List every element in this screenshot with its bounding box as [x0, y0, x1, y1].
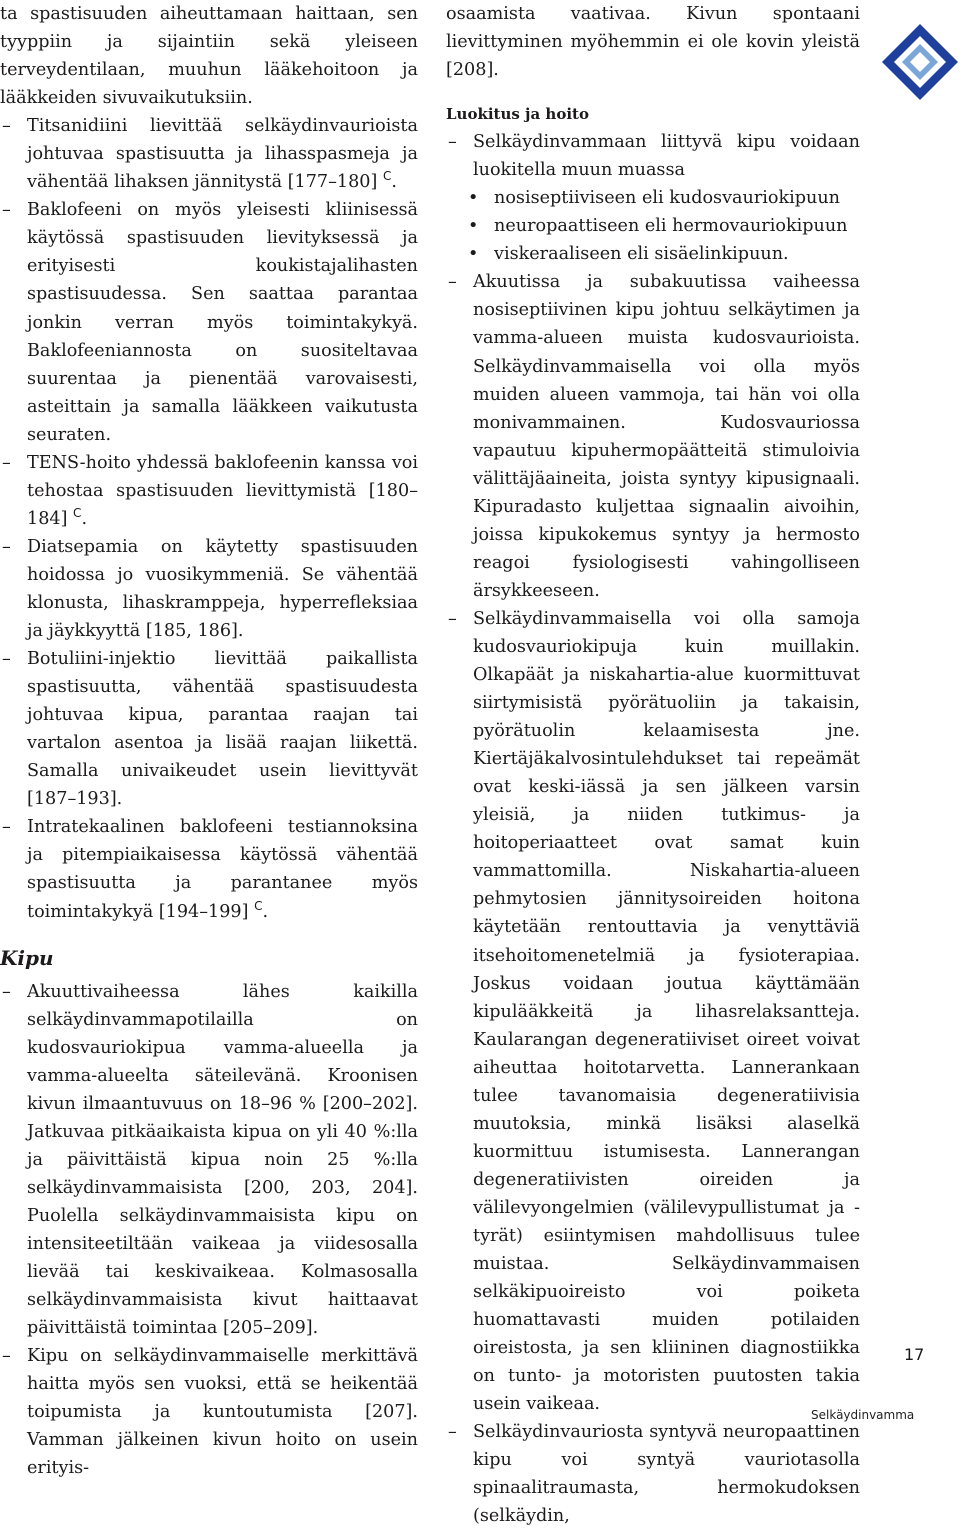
- dash-bullet: –: [2, 649, 11, 670]
- list-item: [0, 196, 418, 448]
- item-text: Selkäydinvauriosta syntyvä neuropaattinen kipu voi syntyä vauriotasolla spinaalitraumasta, hermokudoksen (selkäydin,: [473, 1422, 860, 1527]
- item-text: Titsanidiini lievittää selkäydinvaurioista johtuvaa spastisuutta ja lihasspasmeja ja vähentää lihaksen jännitystä [177–180]: [27, 116, 418, 193]
- bullet-text: nosiseptiiviseen eli kudosvauriokipuun: [494, 188, 841, 209]
- item-text: Baklofeeni on myös yleisesti kliinisessä käytössä spastisuuden lievityksessä ja erityisesti koukistajalihasten spastisuudessa. Sen saattaa parantaa jonkin verran myös toimintakykyä. Baklofeeniannosta on suositeltavaa suurentaa ja pienentää varovaisesti, asteittain ja samalla lääkkeen vaikutusta seuraten.: [27, 200, 418, 445]
- evidence-grade: C: [254, 898, 263, 913]
- list-item: [446, 268, 860, 605]
- dash-bullet: –: [448, 608, 457, 629]
- list-item: [446, 605, 860, 1418]
- dash-bullet: –: [2, 981, 11, 1002]
- bullet-text: viskeraaliseen eli sisäelinkipuun.: [494, 244, 789, 265]
- right-column: [446, 0, 860, 1530]
- item-text: Selkäydinvammaisella voi olla samoja kudosvauriokipuja kuin muillakin. Olkapäät ja niskahartia-alue kuormittuvat siirtymisistä pyörätuoliin ja takaisin, pyörätuolin kelaamisesta jne. Kiertäjäkalvosintulehdukset tai repeämät ovat keski-iässä ja sen jälkeen varsin yleisiä, ja niiden tutkimus- ja hoitoperiaatteet ovat samat kuin vammattomilla. Niskahartia-alueen pehmytosien jännitysoireiden hoitona käytetään rentouttavia ja venyttäviä itsehoitomenetelmiä ja fysioterapiaa. Joskus voidaan joutua käyttämään kipulääkkeitä ja lihasrelaksantteja. Kaularangan degeneratiiviset oireet voivat aiheuttaa hoitotarvetta. Lannerankaan tulee tavanomaisia degeneratiivisia muutoksia, minkä lisäksi alaselkä kuormittuu istumisesta. Lannerangan degeneratiivisten oireiden ja välilevyongelmien (välilevypullistumat ja -tyrät) esiintymisen mahdollisuus tulee muistaa. Selkäydinvammaisen selkäkipuoireisto voi poiketa huomattavasti muiden potilaiden oireistosta, ja sen kliininen diagnostiikka on tunto- ja motoristen puutosten takia usein vaikeaa.: [473, 608, 860, 1415]
- item-text: Intratekaalinen baklofeeni testiannoksina ja pitempiaikaisessa käytössä vähentää spastisuutta ja parantanee myös toimintakykyä [194–199]: [27, 817, 418, 922]
- bullet-text: neuropaattiseen eli hermovauriokipuun: [494, 216, 848, 237]
- list-item: [0, 978, 418, 1343]
- diamond-logo-icon: [880, 22, 960, 102]
- list-item: [0, 449, 418, 533]
- item-text: Kipu on selkäydinvammaiselle merkittävä haitta myös sen vuoksi, että se heikentää toipumista ja kuntoutumista [207]. Vamman jälkeinen kivun hoito on usein erityis-: [27, 1346, 418, 1479]
- item-text: Selkäydinvammaan liittyvä kipu voidaan luokitella muun muassa: [473, 132, 860, 181]
- dash-bullet: –: [2, 200, 11, 221]
- dash-bullet: –: [448, 1422, 457, 1443]
- dot-bullet: •: [468, 188, 479, 209]
- left-column: [0, 0, 418, 1482]
- dot-bullet: •: [468, 216, 479, 237]
- item-text: Akuuttivaiheessa lähes kaikilla selkäydinvammapotilailla on kudosvauriokipua vamma-alueella ja vamma-alueelta säteilevänä. Kroonisen kivun ilmaantuvuus on 18–96 % [200–202]. Jatkuvaa pitkäaikaista kipua on yli 40 %:lla ja päivittäistä kipua noin 25 %:lla selkäydinvammaisista [200, 203, 204]. Puolella selkäydinvammaisista kipu on intensiteetiltään vaikeaa ja viidesosalla lievää tai keskivaikeaa. Kolmasosalla selkäydinvammaisista kivut haittaavat päivittäistä toimintaa [205–209].: [27, 981, 418, 1339]
- evidence-grade: C: [73, 505, 82, 520]
- dash-bullet: –: [2, 1346, 11, 1367]
- bullet-item: [446, 184, 860, 212]
- dash-bullet: –: [2, 817, 11, 838]
- evidence-grade: C: [382, 169, 392, 184]
- item-after: .: [81, 508, 88, 529]
- right-intro-paragraph: osaamista vaativaa. Kivun spontaani lievittyminen myöhemmin ei ole kovin yleistä [208].: [446, 4, 860, 81]
- bullet-item: [446, 212, 860, 240]
- dash-bullet: –: [2, 452, 11, 473]
- section-title-kipu: Kipu: [0, 945, 54, 970]
- footer-title: Selkäydinvamma: [811, 1408, 915, 1422]
- dot-bullet: •: [468, 244, 479, 265]
- list-item: [446, 128, 860, 184]
- dash-bullet: –: [2, 116, 11, 137]
- item-after: .: [262, 901, 269, 922]
- item-text: Botuliini-injektio lievittää paikallista spastisuutta, vähentää spastisuudesta johtuvaa kipua, parantaa raajan tai vartalon asentoa ja lisää raajan liikettä. Samalla univaikeudet usein lievittyvät [187–193].: [27, 649, 418, 810]
- item-text: Akuutissa ja subakuutissa vaiheessa nosiseptiivinen kipu johtuu selkäytimen ja vamma-alueen muista kudosvaurioista. Selkäydinvammaisella voi olla myös muiden alueen vammoja, tai hän voi olla monivammainen. Kudosvauriossa vapautuu kipuhermopäätteitä stimuloivia välittäjäaineita, joista syntyy kipusignaali. Kipuradasto kuljettaa signaalin aivoihin, joissa kipukokemus syntyy ja hermosto reagoi fysiologisesti vahingolliseen ärsykkeeseen.: [473, 272, 860, 601]
- list-item: [0, 813, 418, 925]
- bullet-item: [446, 240, 860, 268]
- item-text: Diatsepamia on käytetty spastisuuden hoidossa jo vuosikymmeniä. Se vähentää klonusta, lihaskramppeja, hyperrefleksiaa ja jäykkyyttä [185, 186].: [27, 536, 418, 642]
- dash-bullet: –: [448, 132, 457, 153]
- list-item: [0, 533, 418, 645]
- subsection-heading: Luokitus ja hoito: [446, 105, 589, 124]
- list-item: [446, 1418, 860, 1530]
- page-number: 17: [904, 1345, 925, 1364]
- item-after: .: [391, 172, 397, 193]
- dash-bullet: –: [2, 536, 11, 557]
- item-text: TENS-hoito yhdessä baklofeenin kanssa voi tehostaa spastisuuden lievittymistä [180–184]: [27, 452, 418, 529]
- list-item: [0, 1342, 418, 1482]
- list-item: [0, 112, 418, 196]
- dash-bullet: –: [448, 272, 457, 293]
- left-intro-paragraph: ta spastisuuden aiheuttamaan haittaan, sen tyyppiin ja sijaintiin sekä yleiseen terveydentilaan, muuhun lääkehoitoon ja lääkkeiden sivuvaikutuksiin.: [0, 4, 418, 109]
- list-item: [0, 645, 418, 813]
